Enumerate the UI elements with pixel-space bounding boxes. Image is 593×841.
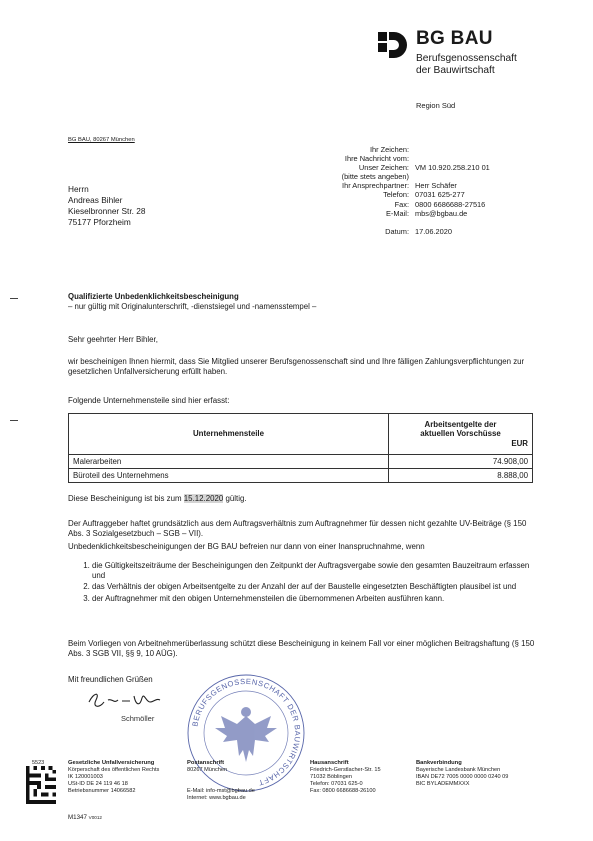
table-header-wages (389, 414, 533, 455)
parts-lead: Folgende Unternehmensteile sind hier erfasst: (68, 396, 230, 405)
footer-col-insurance (68, 760, 159, 795)
reference-value: Herr Schäfer (415, 181, 457, 191)
punch-mark (10, 420, 18, 421)
reference-row (270, 145, 490, 154)
recipient-address (68, 184, 145, 228)
reference-label (270, 218, 415, 227)
intro-paragraph: wir bescheinigen Ihnen hiermit, dass Sie Mitglied unserer Berufsgenossenschaft sind und Ihre fälligen Zahlungsverpflichtungen zur gesetzlichen Unfallversicherung erfüllt haben. (68, 357, 525, 377)
reference-label: Telefon: (383, 190, 409, 200)
reference-label: Ihr Ansprechpartner: (342, 181, 409, 191)
validity-line (68, 494, 247, 504)
address-name: Andreas Bihler (68, 195, 123, 205)
form-number-version: V0012 (88, 815, 102, 820)
footer-col4-line: Bayerische Landesbank München (416, 766, 501, 773)
reference-label: Datum: (385, 226, 409, 236)
form-number-code: M1347 (68, 814, 87, 821)
logo-subtitle-line2: der Bauwirtschaft (416, 65, 495, 76)
seal-text-path: BERUFSGENOSSENSCHAFT DER BAUWIRTSCHAFT (190, 676, 303, 788)
footer-col3-line: Friedrich-Gerstlacher-Str. 15 (310, 766, 381, 773)
reference-row (270, 181, 490, 190)
conditions-list (68, 561, 538, 605)
footer-col3-line: Telefon: 07031 625-0 (310, 780, 363, 787)
address-street: Kieselbronner Str. 28 (68, 206, 146, 216)
reference-label: Ihre Nachricht vom: (344, 154, 409, 164)
footer-col-bank (416, 760, 508, 788)
lending-paragraph: Beim Vorliegen von Arbeitnehmerüberlassung schützt diese Bescheinigung in keinem Fall vor einer möglichen Beitragshaftung (§ 150 Abs. 3 SGB VII, §§ 9, 10 AÜG). (68, 639, 535, 659)
footer-col2-spacer (187, 774, 255, 781)
footer-col4-line: IBAN DE72 7005 0000 0000 0240 09 (416, 773, 509, 780)
table-cell-part: Büroteil des Unternehmens (69, 469, 389, 483)
reference-label: E-Mail: (386, 208, 409, 218)
address-salutation: Herrn (68, 184, 89, 194)
bg-bau-logo-mark-icon (378, 30, 408, 60)
table-header-wages-line1: Arbeitsentgelte der (424, 419, 497, 429)
table-header-wages-line2: aktuellen Vorschüsse (420, 429, 501, 439)
fold-mark (10, 298, 18, 299)
greeting: Sehr geehrter Herr Bihler, (68, 335, 158, 344)
address-city: 75177 Pforzheim (68, 217, 131, 227)
sender-line: BG BAU, 80267 München (68, 137, 135, 143)
reference-label: Fax: (394, 199, 409, 209)
footer-col1-line: Körperschaft des öffentlichen Rechts (68, 766, 160, 773)
footer-col3-line: 71032 Böblingen (310, 773, 352, 780)
logo-title: BG BAU (416, 28, 493, 49)
table-row (69, 455, 533, 469)
table-cell-part: Malerarbeiten (69, 455, 389, 469)
signature-block (86, 688, 166, 723)
validity-after: gültig. (225, 494, 247, 503)
subject-block (68, 292, 316, 312)
reference-label: Ihr Zeichen: (369, 145, 409, 154)
table-header-row (69, 414, 533, 455)
company-parts-table (68, 413, 533, 483)
subject-title-text: Qualifizierte Unbedenklichkeitsbescheinigung (68, 292, 239, 301)
liability-paragraph: Der Auftraggeber haftet grundsätzlich aus dem Auftragsverhältnis zum Auftragnehmer für dessen nicht gezahlte UV-Beiträge (§ 150 Abs. 3 Sozialgesetzbuch – SGB – VII). (68, 519, 527, 539)
footer-col2-line: Internet: www.bgbau.de (187, 794, 246, 801)
reference-row (270, 209, 490, 218)
reference-block (270, 145, 490, 236)
reference-value: mbs@bgbau.de (415, 208, 468, 218)
form-number (68, 814, 102, 821)
footer-col1-heading: Gesetzliche Unfallversicherung (68, 760, 155, 766)
signature-scribble-icon (86, 688, 166, 714)
footer-col3-heading: Hausanschrift (310, 760, 349, 766)
subject-title (68, 292, 316, 302)
reference-value: 07031 625-277 (415, 190, 465, 200)
footer-col1-line: USt-ID DE 24 119 46 18 (68, 780, 128, 787)
footer-col1-line: Betriebsnummer 14066582 (68, 787, 136, 794)
reference-row (270, 190, 490, 199)
reference-value: 0800 6686688-27516 (415, 199, 486, 209)
footer-col4-line: BIC BYLADEMMXXX (416, 780, 470, 787)
footer-col2-line: E-Mail: info-mst@bgbau.de (187, 787, 255, 794)
table-header-parts: Unternehmensteile (69, 414, 389, 455)
page-code: 5523 (32, 760, 45, 766)
footer-col1-line: IK 120001003 (68, 773, 103, 780)
datamatrix-code-icon (25, 766, 57, 804)
footer-col2-spacer (187, 781, 255, 788)
logo-subtitle-line1: Berufsgenossenschaft (416, 53, 517, 64)
condition-item: 1. die Gültigkeitszeiträume der Bescheinigungen den Zeitpunkt der Auftragsvergabe sowie den gesamten Bauzeitraum erfassen und (92, 561, 538, 581)
validity-before: Diese Bescheinigung ist bis zum (68, 494, 182, 503)
footer-col-visiting (310, 760, 381, 795)
subject-note: – nur gültig mit Originalunterschrift, -dienstsiegel und -namensstempel – (68, 302, 317, 311)
reference-value: VM 10.920.258.210 01 (415, 163, 490, 173)
reference-row (270, 163, 490, 172)
condition-item: 2. das Verhältnis der obigen Arbeitsentgelte zu der Anzahl der auf der Baustelle eingesetzten Beschäftigten plausibel ist und (92, 582, 538, 592)
release-paragraph: Unbedenklichkeitsbescheinigungen der BG BAU befreien nur dann von einer Inanspruchnahme, wenn (68, 542, 425, 551)
logo-subtitle (416, 53, 517, 77)
region-label: Region Süd (416, 101, 456, 110)
reference-spacer (270, 218, 490, 227)
table-cell-amount: 8.888,00 (389, 469, 533, 483)
table-cell-amount: 74.908,00 (389, 455, 533, 469)
reference-value: 17.06.2020 (415, 226, 452, 236)
footer-col2-heading: Postanschrift (187, 760, 225, 766)
signer-name: Schmöller (121, 714, 155, 723)
reference-row (270, 200, 490, 209)
table-row (69, 469, 533, 483)
validity-date: 15.12.2020 (183, 494, 224, 503)
reference-row-date (270, 227, 490, 236)
closing: Mit freundlichen Grüßen (68, 675, 153, 684)
reference-row (270, 154, 490, 163)
reference-row (270, 172, 490, 181)
reference-label: (bitte stets angeben) (341, 172, 409, 182)
footer-col4-heading: Bankverbindung (416, 760, 462, 766)
footer-col-postal (187, 760, 255, 801)
condition-item: 3. der Auftragnehmer mit den obigen Unternehmensteilen die übernommenen Arbeiten ausführen kann. (92, 594, 538, 604)
table-header-wages-unit: EUR (511, 438, 528, 448)
footer-col2-line: 80267 München (187, 766, 228, 773)
reference-label: Unser Zeichen: (358, 163, 409, 173)
footer-col3-line: Fax: 0800 6686688-26100 (310, 787, 376, 794)
